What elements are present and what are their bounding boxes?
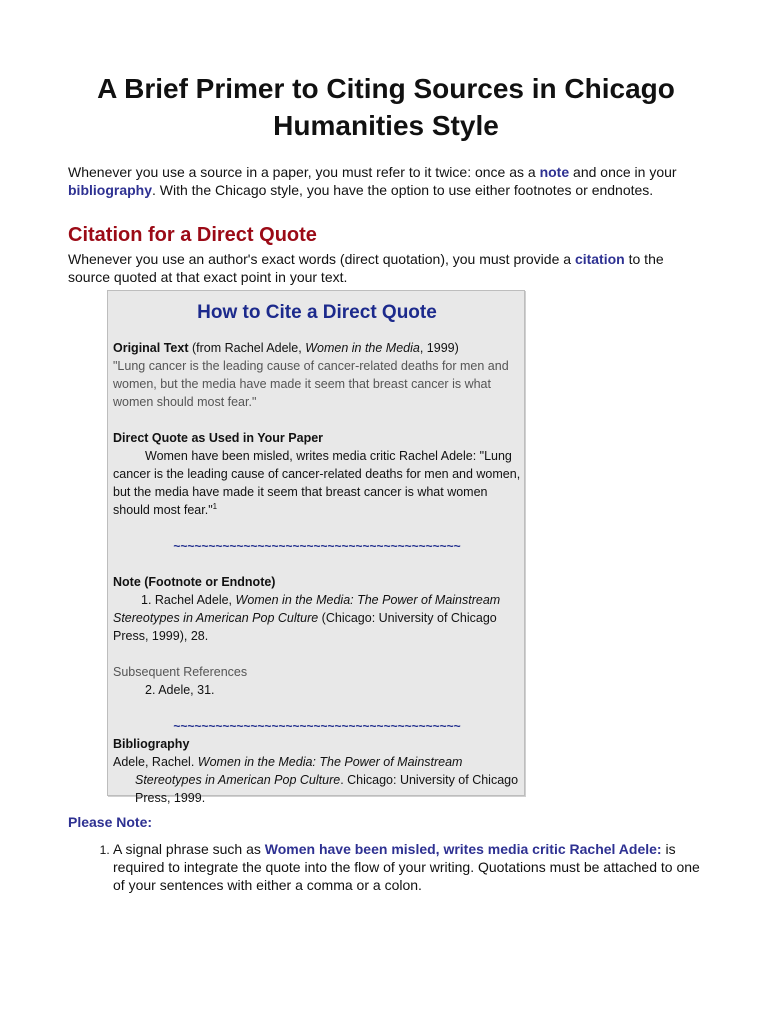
keyword-bibliography: bibliography <box>68 182 152 198</box>
subsequent-text: 2. Adele, 31. <box>145 683 215 697</box>
page-title: A Brief Primer to Citing Sources in Chicago Humanities Style <box>97 73 675 141</box>
direct-quote-section <box>113 429 521 519</box>
subsequent-section <box>113 663 521 699</box>
intro-text-3: . With the Chicago style, you have the option to use either footnotes or endnotes. <box>152 182 654 198</box>
bibliography-label: Bibliography <box>113 737 190 751</box>
original-text-section <box>113 339 521 411</box>
separator-2: ~~~~~~~~~~~~~~~~~~~~~~~~~~~~~~~~~~~~~~~~~ <box>173 719 461 733</box>
section-heading-direct-quote: Citation for a Direct Quote <box>68 224 317 246</box>
bib-post: . Chicago: University of Chicago Press, 1999. <box>135 773 519 805</box>
list-item <box>113 840 704 894</box>
note-label: Note (Footnote or Endnote) <box>113 575 276 589</box>
item1-post: is required to integrate the quote into the flow of your writing. Quotations must be attached to one of your sentences with either a comma or a colon. <box>113 841 700 893</box>
original-source-title: Women in the Media <box>305 341 420 355</box>
intro-paragraph <box>68 163 704 199</box>
note-post: (Chicago: University of Chicago Press, 1999), 28. <box>113 611 497 643</box>
section-paragraph <box>68 250 704 286</box>
separator-1: ~~~~~~~~~~~~~~~~~~~~~~~~~~~~~~~~~~~~~~~~~ <box>173 539 461 553</box>
section-text-1: Whenever you use an author's exact words (direct quotation), you must provide a <box>68 251 575 267</box>
section-text-2: to the source quoted at that exact point in your text. <box>68 251 664 285</box>
original-quote: "Lung cancer is the leading cause of cancer-related deaths for men and women, but the media have made it seem that breast cancer is what women should most fear." <box>113 359 509 409</box>
document-page <box>68 0 704 286</box>
signal-phrase-example: Women have been misled, writes media critic Rachel Adele: <box>264 841 662 857</box>
notes-list <box>68 840 704 894</box>
footnote-marker: 1 <box>212 501 218 511</box>
note-title: Women in the Media: The Power of Mainstream Stereotypes in American Pop Culture <box>113 593 501 625</box>
direct-quote-text <box>113 447 521 519</box>
subsequent-label: Subsequent References <box>113 665 248 679</box>
bibliography-entry <box>113 753 521 807</box>
original-text-label: Original Text <box>113 341 189 355</box>
citation-example-box <box>107 290 525 805</box>
bibliography-section <box>113 735 521 807</box>
original-source-pre: (from Rachel Adele, <box>188 341 306 355</box>
please-note-heading: Please Note: <box>68 814 153 830</box>
keyword-note: note <box>539 164 570 180</box>
original-source-post: , 1999) <box>419 341 459 355</box>
bib-title: Women in the Media: The Power of Mainstream Stereotypes in American Pop Culture <box>135 755 463 787</box>
keyword-citation: citation <box>574 251 625 267</box>
intro-text-2: and once in your <box>569 164 677 180</box>
intro-text-1: Whenever you use a source in a paper, you must refer to it twice: once as a <box>68 164 540 180</box>
note-section <box>113 573 521 645</box>
direct-quote-body: Women have been misled, writes media critic Rachel Adele: "Lung cancer is the leading cause of cancer-related deaths for men and women, but the media have made it seem that breast cancer is what women should most fear." <box>113 449 521 517</box>
direct-quote-label: Direct Quote as Used in Your Paper <box>113 431 324 445</box>
bib-pre: Adele, Rachel. <box>113 755 198 769</box>
item1-pre: A signal phrase such as <box>113 841 265 857</box>
box-title: How to Cite a Direct Quote <box>197 302 437 323</box>
note-pre: 1. Rachel Adele, <box>141 593 236 607</box>
note-text <box>113 591 521 645</box>
